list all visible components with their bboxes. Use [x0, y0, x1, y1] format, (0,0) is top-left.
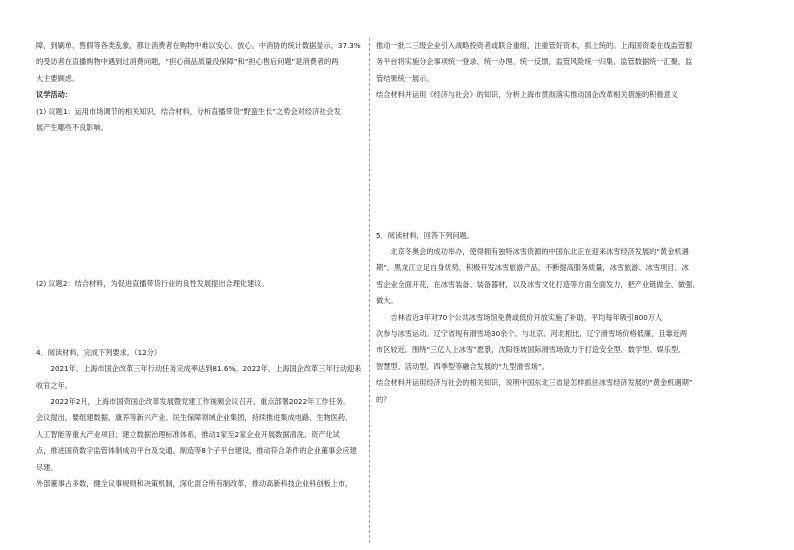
right-column [376, 38, 712, 408]
q5-question-prompt: 的？ [376, 394, 391, 404]
q5-para2-line: 吉林省近3年对70个公共冰雪场馆免费或低价开放实施了补助，平均每年吸引800万人 [390, 312, 663, 322]
q5-para1-line: 做大。 [376, 296, 398, 306]
topic2-prompt: (2) 议题2：结合材料，为促进直播带货行业的良性发展提出合理化建议。 [36, 279, 269, 289]
q4-continued-line: 推动一批二三级企业引入战略投资者或联合重组，注重管好资本，抓上统的。上海国资委在线监管服 [376, 41, 693, 50]
q4-continued-line: 管结果统一展示。 [376, 73, 434, 83]
answer-space-topic1 [36, 136, 362, 276]
q5-para2-line: 次参与冰雪运动。辽宁省现有滑雪场30余个。与北京、河北相比，辽宁滑雪场价格低廉，且靠近两 [376, 329, 688, 339]
q5-para1-line: 雪企业全面开花，在冰雪装备、装备器材，以及冰雪文化打造等方面全面发力，把产业链做全、做强、 [376, 279, 700, 289]
q4-continued-line: 务平台将实施分企事项统一登录、统一办理、统一反馈，监管风险统一归集、监管数据统一汇聚、监 [376, 57, 693, 67]
q5-para1-line: 北京冬奥会的成功举办，使得拥有独特冰雪资源的中国东北正在迎来冰雪经济发展的“黄金机遇 [390, 247, 689, 257]
topic1-line: (1) 议题1：运用市场调节的相关知识，结合材料，分析直播带货“野蛮生长”之势会对经济社会发 [36, 106, 341, 116]
intro-line: 的受访者在直播购物中遇到过消费问题，“担心商品质量没保障”和“担心售后问题”是消费者的两 [36, 57, 339, 67]
q4-line: 2021年，上海市国企改革三年行动任务完成率达到81.6%。2022年，上海国企改革三年行动迎来 [50, 364, 362, 374]
answer-space-q4 [376, 104, 712, 228]
q5-para2-line: 市区较近。围绕“三亿人上冰雪”愿景，沈阳怪坡国际滑雪场致力于打造安全型、数学型、娱乐型、 [376, 345, 686, 355]
q4-line: 人工智能等重大产业项目；建立数据治理标准体系，推动1家至2家企业开展数据清洗、资产化试 [36, 429, 340, 439]
topic1-line: 展产生哪些不良影响。 [36, 123, 108, 133]
q5-para1-line: 期”。黑龙江立足自身优势，积极开发冰雪旅游产品，不断提高服务质量，冰雪旅游、冰雪项目、冰 [376, 263, 689, 273]
q4-line: 会议提出，要组建数据、康养等新兴产业、民生保障领域企业集团，持续推进集成电路、生物医药、 [36, 413, 353, 423]
answer-space-topic2 [36, 293, 362, 345]
q4-line: 外部董事占多数，健全议事规则和决策机制，深化混合所有制改革，推动高新科技企业科创板上市， [36, 479, 353, 489]
q4-line: 2022年2月，上海市国资国企改革发展暨党建工作视频会议召开，重点部署2022年工作任务。 [50, 397, 351, 407]
question5-title: 5．阅读材料，回答下列问题。 [376, 230, 475, 240]
q5-para2-line: 智慧型、活动型、四季型等融合发展的“九型滑雪场”。 [376, 361, 549, 371]
q4-line: 收官之年。 [36, 380, 72, 390]
intro-line: 大主要顾虑。 [36, 73, 80, 83]
left-column [36, 38, 362, 493]
question4-title: 4．阅读材料，完成下列要求。（12分） [36, 347, 162, 357]
q5-question-prompt: 结合材料并运用经济与社会的相关知识，说明中国东北三省是怎样抓住冰雪经济发展的“黄金机遇期” [376, 378, 693, 388]
activity-heading: 议学活动： [36, 90, 72, 100]
intro-line: 障，到刷单、售假等各类乱象，都让消费者在购物中难以安心、放心。中消协的统计数据显示，37.3% [36, 41, 361, 50]
q4-line: 点，推进国资数字监管体制成功平台及交通、制造等8个子平台建设，推动符合条件的企业董事会应建尽建、 [36, 446, 357, 472]
column-divider [369, 38, 370, 543]
q4-question-prompt: 结合材料并运用《经济与社会》的知识，分析上海市贯彻落实推动国企改革相关措施的积极意义 [376, 90, 678, 100]
